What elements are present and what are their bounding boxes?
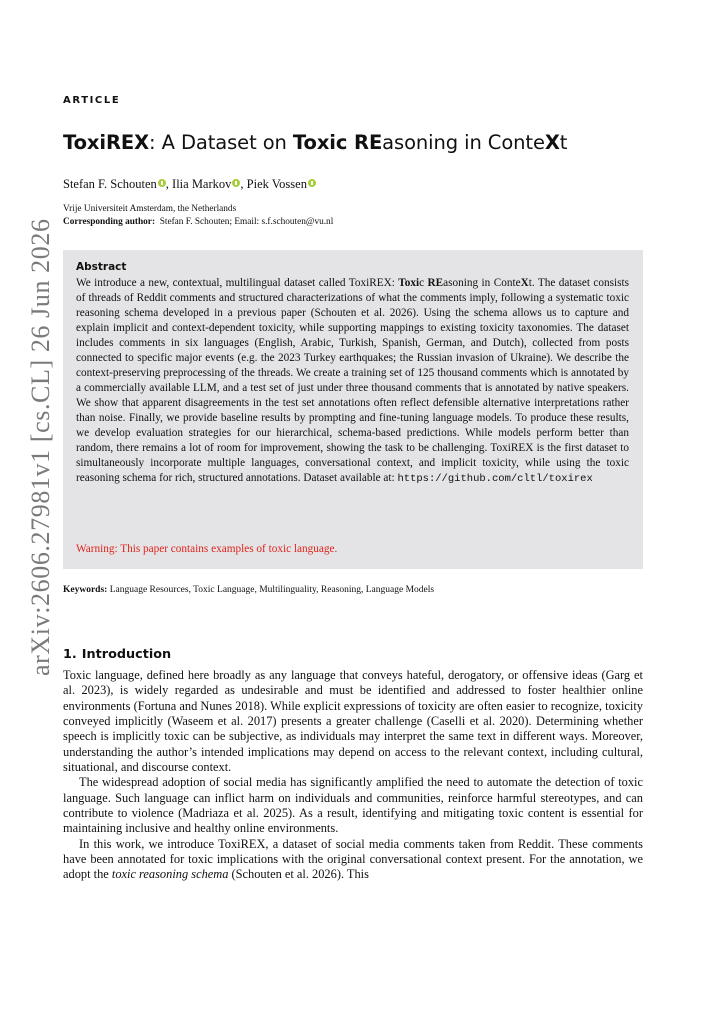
section-heading — [63, 647, 171, 662]
author-separator: , — [240, 177, 247, 191]
abstract-heading: Abstract — [76, 261, 127, 273]
article-label: ARTICLE — [63, 95, 121, 106]
corresponding-author — [63, 216, 333, 229]
keywords — [63, 585, 434, 595]
paragraph: The widespread adoption of social media has significantly amplified the need to automate the detection of toxic language. Such language can inflict harm on individuals and communities, reinforce harmful stereotypes, and can contribute to violence (Madriaza et al. 2025). As a result, identifying and mitigating toxic content is essential for maintaining inclusive and healthy online environments. — [63, 775, 643, 836]
abstract-fragment: t. — [528, 277, 535, 289]
affiliation-block — [63, 203, 333, 228]
abstract-fragment: X — [520, 277, 529, 289]
abstract-fragment: asoning in Conte — [443, 277, 521, 289]
arxiv-stamp: arXiv:2606.27981v1 [cs.CL] 26 Jun 2026 — [26, 218, 55, 676]
abstract-fragment: Toxi — [398, 277, 420, 289]
orcid-icon[interactable] — [308, 179, 316, 187]
abstract-fragment: RE — [427, 277, 444, 289]
paragraph-emphasis: toxic reasoning schema — [111, 867, 229, 882]
abstract-fragment: c — [419, 277, 428, 289]
dataset-url-link[interactable]: https://github.com/cltl/toxirex — [397, 473, 593, 485]
keywords-text: Language Resources, Toxic Language, Multilinguality, Reasoning, Language Models — [109, 585, 435, 595]
title-part: t — [559, 131, 568, 154]
author-list — [63, 177, 316, 192]
corresponding-label: Corresponding author: — [63, 216, 156, 227]
paragraph-fragment: (Schouten et al. 2026). This — [228, 867, 369, 882]
paragraph: Toxic language, defined here broadly as any language that conveys hateful, derogatory, or offensive ideas (Garg et al. 2023), is widely regarded as undesirable and must be identified and addressed to foster healthier online environments (Fortuna and Nunes 2018). While explicit expressions of toxicity are often easier to recognize, toxicity conveyed implicitly (Waseem et al. 2017) presents a greater challenge (Caselli et al. 2020). Determining whether speech is implicitly toxic can be subjective, as individuals may interpret the same text in different ways. Moreover, understanding the author’s intended implications may depend on access to the relevant context, including cultural, situational, and discourse context. — [63, 668, 643, 775]
paper-title — [63, 131, 567, 154]
author-name: Ilia Markov — [172, 177, 232, 191]
orcid-icon[interactable] — [158, 179, 166, 187]
title-part: Toxic RE — [292, 131, 383, 154]
body-text — [63, 668, 643, 883]
keywords-label: Keywords: — [63, 585, 108, 595]
title-part: ToxiREX — [63, 131, 150, 154]
affiliation: Vrije Universiteit Amsterdam, the Netherlands — [63, 204, 237, 214]
abstract-fragment: We introduce a new, contextual, multilingual dataset called ToxiREX: — [76, 277, 399, 289]
title-part: X — [544, 131, 560, 154]
section-title: Introduction — [81, 647, 172, 662]
title-part: asoning in Conte — [382, 131, 545, 154]
abstract-fragment: The dataset consists of threads of Reddit comments and structured characterizations of what the comments imply, following a systematic toxic reasoning schema developed in a previous paper (Schouten et al. 2026). Using the schema allows us to capture and explain implicit and context-dependent toxicity, while supporting mappings to existing toxicity taxonomies. The dataset includes comments in six languages (English, Arabic, Turkish, Spanish, German, and Dutch), collected from posts connected to specific major events (e.g. the 2023 Turkey earthquakes; the Russian invasion of Ukraine). We describe the context-preserving preprocessing of the threads. We create a training set of 125 thousand comments which is annotated by a commercially available LLM, and a test set of just under three thousand comments that is annotated by native speakers. We show that apparent disagreements in the test set annotations often reflect defensible alternative interpretations rather than noise. Finally, we provide baseline results by prompting and fine-tuning language models. To produce these results, we develop evaluation strategies for our hierarchical, schema-based predictions. While models perform better than random, there remains a lot of room for improvement, showing the task to be challenging. ToxiREX is the first dataset to simultaneously incorporate multiple languages, conversational context, and implicit toxicity, while using the toxic reasoning schema for rich, structured annotations. Dataset available at: — [76, 277, 630, 484]
author-separator: , — [165, 177, 173, 191]
paragraph — [63, 837, 643, 883]
warning-text: Warning: This paper contains examples of toxic language. — [76, 543, 338, 555]
section-number: 1. — [63, 647, 77, 662]
abstract-box — [63, 250, 643, 569]
corresponding-text: Stefan F. Schouten; Email: s.f.schouten@vu.nl — [159, 216, 334, 227]
abstract-text — [76, 276, 629, 487]
paragraph-fragment: In this work, we introduce ToxiREX, a dataset of social media comments taken from Reddit. These comments have been annotated for toxic implications with the original conversational context present. For the annotation, we adopt the — [63, 836, 643, 882]
title-part: : A Dataset on — [149, 131, 293, 154]
author-name: Piek Vossen — [246, 177, 307, 191]
author-name: Stefan F. Schouten — [63, 177, 157, 191]
